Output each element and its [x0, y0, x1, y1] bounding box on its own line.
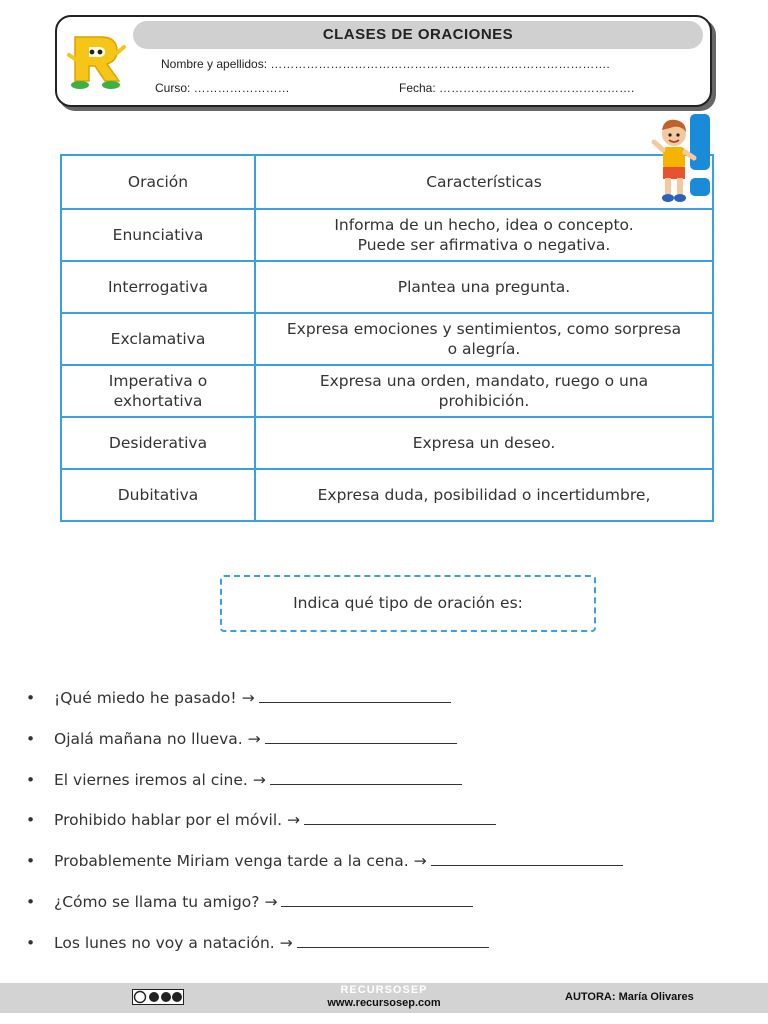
curso-field[interactable]: Curso: …………………… [155, 81, 290, 95]
table-row [61, 209, 713, 261]
answer-line[interactable] [304, 806, 496, 825]
bullet: • [26, 933, 36, 952]
answer-line[interactable] [297, 929, 489, 948]
answer-line[interactable] [431, 847, 623, 866]
exercise-sentence: Los lunes no voy a natación. [54, 933, 275, 952]
description-line: Expresa emociones y sentimientos, como sorpresa [286, 320, 682, 338]
answer-line[interactable] [259, 684, 451, 703]
bullet: • [26, 729, 36, 748]
sentence-type: Interrogativa [61, 261, 255, 313]
exercise-sentence: ¡Qué miedo he pasado! [54, 689, 237, 707]
bullet: • [26, 811, 36, 830]
arrow-icon: → [264, 892, 278, 911]
column-header-caracteristicas: Características [255, 155, 713, 209]
bullet: • [26, 892, 36, 911]
table-header-row [61, 155, 713, 209]
boy-exclamation-icon [650, 112, 720, 206]
arrow-icon: → [413, 852, 427, 871]
author-credit: AUTORA: María Olivares [565, 991, 694, 1003]
description-line: o alegría. [447, 340, 521, 358]
sentence-type: Desiderativa [61, 417, 255, 469]
table-row [61, 261, 713, 313]
description-line: prohibición. [438, 392, 530, 410]
arrow-icon: → [241, 689, 255, 707]
description-line: Puede ser afirmativa o negativa. [357, 236, 611, 254]
page-title: CLASES DE ORACIONES [133, 21, 703, 49]
description-line: Expresa una orden, mandato, ruego o una [319, 372, 649, 390]
bullet: • [26, 852, 36, 871]
exercise-sentence: Ojalá mañana no llueva. [54, 729, 243, 748]
list-item [20, 841, 740, 882]
bullet: • [26, 689, 36, 707]
table-row [61, 469, 713, 521]
exercise-sentence: ¿Cómo se llama tu amigo? [54, 892, 260, 911]
sentence-description [255, 209, 713, 261]
list-item [20, 800, 740, 841]
bullet: • [26, 770, 36, 789]
type-line: exhortativa [113, 392, 203, 410]
list-item [20, 923, 740, 964]
table-row [61, 417, 713, 469]
arrow-icon: → [247, 729, 261, 748]
table-row [61, 365, 713, 417]
answer-line[interactable] [270, 766, 462, 785]
list-item [20, 678, 740, 719]
exercise-sentence: Probablemente Miriam venga tarde a la cena. [54, 852, 409, 871]
sentence-type: Dubitativa [61, 469, 255, 521]
exercise-sentence: Prohibido hablar por el móvil. [54, 811, 283, 830]
arrow-icon: → [287, 811, 301, 830]
name-field[interactable]: Nombre y apellidos: …………………………………………………………………………. [161, 57, 610, 71]
arrow-icon: → [252, 770, 266, 789]
list-item [20, 882, 740, 923]
brand-name: RECURSOSEP [340, 984, 428, 996]
arrow-icon: → [279, 933, 293, 952]
fecha-field[interactable]: Fecha: …………………………………………. [399, 81, 635, 95]
sentence-type [61, 365, 255, 417]
brand-url[interactable]: www.recursosep.com [327, 997, 441, 1009]
instruction-box: Indica qué tipo de oración es: [220, 575, 596, 632]
sentence-types-table [60, 154, 714, 522]
list-item [20, 760, 740, 801]
type-line: Imperativa o [108, 372, 208, 390]
sentence-description [255, 313, 713, 365]
sentence-description: Plantea una pregunta. [255, 261, 713, 313]
page-footer [0, 983, 768, 1013]
table-row [61, 313, 713, 365]
worksheet-header [55, 15, 712, 107]
sentence-description [255, 365, 713, 417]
exercise-list [20, 678, 740, 964]
letter-r-mascot-icon [61, 31, 127, 93]
answer-line[interactable] [265, 725, 457, 744]
sentence-description: Expresa duda, posibilidad o incertidumbre, [255, 469, 713, 521]
list-item [20, 719, 740, 760]
sentence-description: Expresa un deseo. [255, 417, 713, 469]
answer-line[interactable] [281, 888, 473, 907]
sentence-type: Enunciativa [61, 209, 255, 261]
description-line: Informa de un hecho, idea o concepto. [334, 216, 634, 234]
column-header-oracion: Oración [61, 155, 255, 209]
sentence-type: Exclamativa [61, 313, 255, 365]
exercise-sentence: El viernes iremos al cine. [54, 770, 248, 789]
